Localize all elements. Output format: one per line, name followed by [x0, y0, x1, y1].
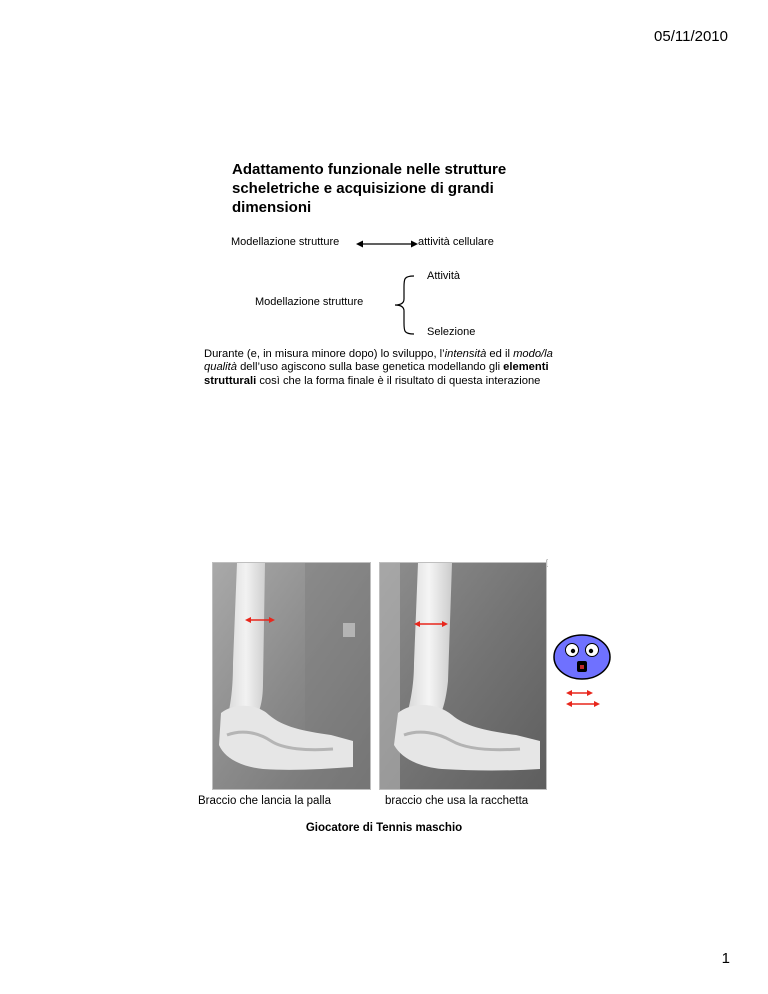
brace-top-label: Attività — [427, 270, 461, 282]
brace-left-label: Modellazione strutture — [255, 296, 364, 308]
slide-title: Adattamento funzionale nelle strutture scheletriche e acquisizione di grandi dimensioni — [232, 161, 507, 216]
body-paragraph — [204, 348, 579, 388]
paragraph-text: ed il — [486, 348, 514, 360]
paragraph-text: così che la forma finale è il risultato di questa interazione — [256, 374, 541, 387]
page-number: 1 — [721, 950, 730, 967]
xray-image-right — [379, 562, 547, 790]
paragraph-italic-mode: modo/la qualità — [204, 348, 553, 374]
diagram-left-label: Modellazione strutture — [231, 236, 340, 248]
caption-left: Braccio che lancia la palla — [198, 795, 331, 807]
brace-bottom-label: Selezione — [427, 326, 476, 338]
comparison-arrows-icon — [564, 688, 602, 710]
curly-brace-icon — [392, 275, 420, 335]
diagram-right-label: attività cellulare — [418, 236, 494, 248]
page-date: 05/11/2010 — [654, 28, 728, 45]
paragraph-text: Durante (e, in misura minore dopo) lo sviluppo, l’ — [204, 348, 445, 360]
shocked-face-icon — [552, 633, 612, 681]
xray-image-left — [212, 562, 371, 790]
figure-subtitle: Giocatore di Tennis maschio — [305, 822, 463, 834]
paragraph-text: dell’uso agiscono sulla base genetica modellando gli — [236, 361, 504, 374]
caption-right: braccio che usa la racchetta — [385, 795, 529, 807]
tiny-mark: [ — [546, 560, 548, 567]
double-arrow-icon — [356, 237, 418, 251]
paragraph-bold-elements: elementi strutturali — [204, 361, 549, 387]
paragraph-italic-intensity: intensità — [444, 348, 487, 360]
